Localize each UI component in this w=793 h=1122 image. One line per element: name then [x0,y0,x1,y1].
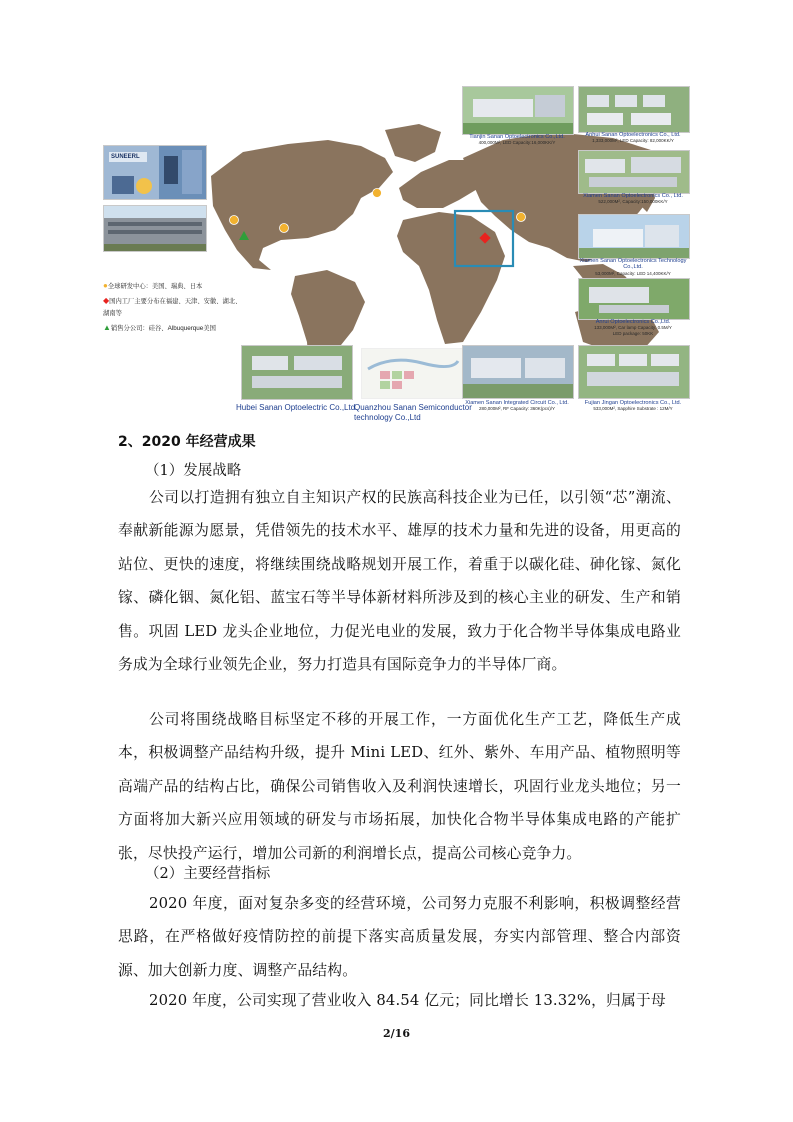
africa [397,212,505,344]
rd-dot-icon: ● [103,281,108,290]
rd-marker-sweden [373,189,382,198]
map-legend [103,278,243,336]
section-heading: 2、2020 年经营成果 [118,434,256,450]
sales-triangle-icon: ▲ [103,323,111,333]
legend-rd: ●全球研发中心：美国、瑞典、日本 [103,281,203,290]
rd-lab-photo [103,145,207,200]
paragraph-indicators-1: 2020 年度，面对复杂多变的经营环境，公司努力克服不利影响，积极调整经营思路，在严格做好疫情防控的前提下落实高质量发展，夯实内部管理、整合内部资源、加大创新力度、调整产品结构。 [118,895,681,979]
jingan-caption: Fujian Jingan Optoelectronics Co., Ltd. 533,000M², Sapphire Substrate : 12M/Y [584,400,682,412]
company-footprint-figure [103,80,700,428]
north-america [211,140,393,270]
quanzhou-caption: Quanzhou Sanan Semiconductor technology Co.,Ltd [354,403,472,422]
rd-marker-usa-west [230,216,239,225]
rd-building-photo [103,205,207,252]
factory-diamond-icon: ◆ [103,296,110,306]
xiamen-caption: Xiamen Sanan Optoelectronics Co., Ltd. 522,000M², Capacity:150,000KK/Y [583,193,683,205]
rd-marker-usa-east [280,224,289,233]
subheading-strategy: （1）发展战略 [145,463,242,479]
legend-factory: ◆国内工厂主要分布在福建、天津、安徽、湖北、湖南等 [103,296,242,318]
legend-sales: ▲销售分公司：硅谷、Albuquerque美国 [103,323,216,333]
paragraph-strategy-2: 公司将围绕战略目标坚定不移的开展工作，一方面优化生产工艺，降低生产成本，积极调整产品结构升级，提升 Mini LED、红外、紫外、车用产品、植物照明等高端产品的结构占比，确保公司销售收入及利润快速增长，巩固行业龙头地位；另一方面将加大新兴应用领域的研发与市场拓展，加快化合物半导体集成电路的产能扩张，尽快投产运行，增加公司新的利润增长点，提高公司核心竞争力。 [118,711,681,862]
anrui-photo [578,278,690,320]
greenland [385,124,441,162]
paragraph-strategy-1: 公司以打造拥有独立自主知识产权的民族高科技企业为已任，以引领“芯”潮流、奉献新能源为愿景，凭借领先的技术水平、雄厚的技术力量和先进的设备，用更高的站位、更快的速度，将继续围绕战略规划开展工作，着重于以碳化硅、砷化镓、氮化镓、磷化铟、氮化铝、蓝宝石等半导体新材料所涉及到的核心主业的研发、生产和销售。巩固 LED 龙头企业地位，力促光电业的发展，致力于化合物半导体集成电路业务成为全球行业领先企业，努力打造具有国际竞争力的半导体厂商。 [118,489,681,674]
xiamen-tech-photo [578,214,690,259]
paragraph-indicators-2: 2020 年度，公司实现了营业收入 84.54 亿元；同比增长 13.32%，归属于母 [149,992,666,1009]
integrated-circuit-photo [462,345,574,399]
anrui-caption: Anrui Optoelectronics Co.,Ltd. 133,000M², Car lamp Capacity: 0.5M/Y LED package: 50KK [594,319,672,336]
logo-text: SUNEERL [111,154,140,160]
anhui-caption: Anhui Sanan Optoelectronics Co., Ltd. 1,333,000M², LED Capacity: 82,000KK/Y [585,132,681,144]
page-number: 2/16 [383,1027,410,1040]
hubei-photo [241,345,353,400]
integrated-circuit-caption: Xiamen Sanan Integrated Circuit Co., Ltd. 280,000M², RF Capacity: 360K(pcs)/Y [465,400,569,412]
anhui-photo [578,86,690,133]
quanzhou-photo [361,348,463,399]
tianjin-caption: Tianjin Sanan Optoelectronics Co.,Ltd. 400,000M², LED Capacity:16,000KK/Y [469,134,565,146]
subheading-indicators: （2）主要经营指标 [145,866,271,882]
tianjin-photo [462,86,574,135]
xiamen-tech-caption: Xiamen Sanan Optoelectronics Technology Co.,Ltd. 53,000M², Capacity: LED 14,400KK/Y [579,258,687,276]
hubei-caption: Hubei Sanan Optoelectric Co.,Ltd. [236,403,358,412]
xiamen-photo [578,150,690,194]
jingan-photo [578,345,690,399]
rd-marker-japan [517,213,526,222]
